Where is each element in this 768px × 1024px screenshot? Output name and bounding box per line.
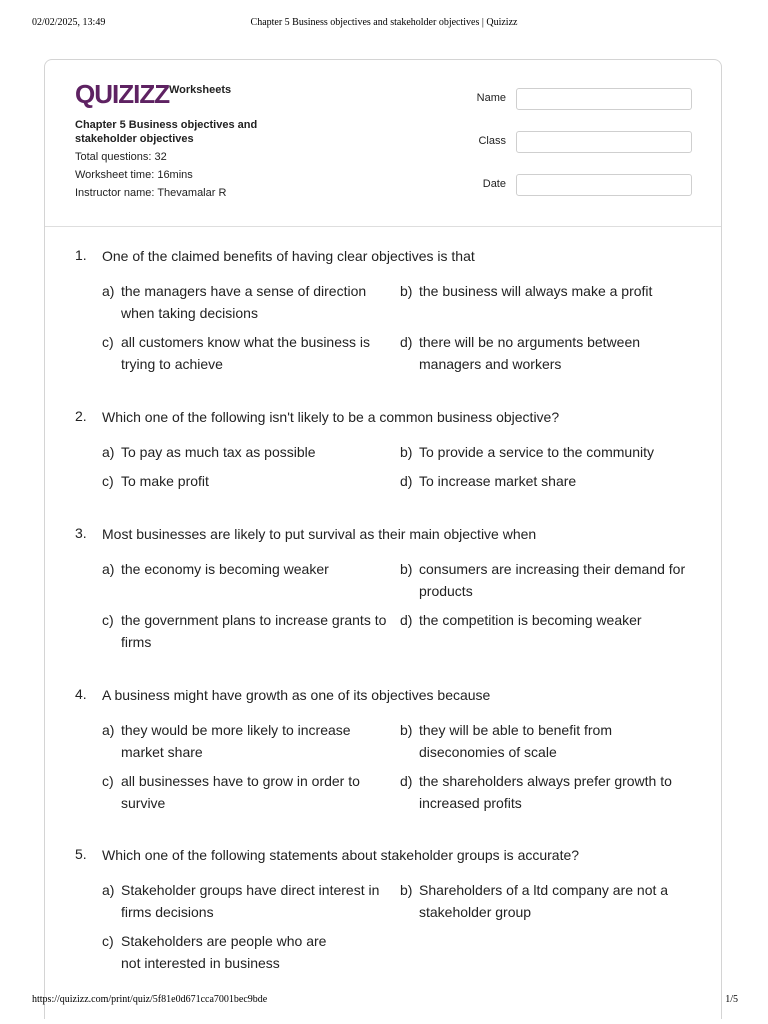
question-text: Which one of the following statements about stakeholder groups is accurate? — [102, 847, 580, 863]
print-header — [32, 17, 736, 31]
option-text: the economy is becoming weaker — [121, 561, 329, 577]
option-text: the competition is becoming weaker — [419, 612, 642, 628]
option-text: they will be able to benefit from diseconomies of scale — [419, 722, 612, 760]
name-label: Name — [476, 92, 506, 104]
option-b — [400, 719, 695, 763]
question-number: 3. — [75, 525, 87, 541]
option-text: To provide a service to the community — [419, 444, 654, 460]
option-text: consumers are increasing their demand for products — [419, 561, 686, 599]
name-field[interactable] — [516, 88, 692, 110]
option-letter: d) — [400, 473, 413, 489]
question-number: 2. — [75, 408, 87, 424]
option-letter: d) — [400, 773, 413, 789]
option-a — [102, 441, 397, 463]
print-footer — [32, 994, 738, 1008]
option-c — [102, 770, 397, 814]
option-letter: c) — [102, 334, 114, 350]
option-text: the shareholders always prefer growth to increased profits — [419, 773, 672, 811]
option-letter: a) — [102, 722, 115, 738]
option-letter: c) — [102, 933, 114, 949]
quizizz-logo: QUIZIZZ — [75, 79, 170, 109]
option-letter: d) — [400, 334, 413, 350]
option-d — [400, 331, 695, 375]
option-d — [400, 470, 695, 492]
option-letter: c) — [102, 473, 114, 489]
option-text: all customers know what the business is trying to achieve — [121, 334, 370, 372]
print-datetime: 02/02/2025, 13:49 — [32, 17, 106, 28]
option-text: To pay as much tax as possible — [121, 444, 316, 460]
instructor-name: Instructor name: Thevamalar R — [75, 187, 227, 199]
option-c — [102, 609, 397, 653]
option-c — [102, 331, 397, 375]
option-letter: b) — [400, 283, 413, 299]
question-number: 1. — [75, 247, 87, 263]
option-a — [102, 558, 397, 580]
page-number: 1/5 — [725, 994, 738, 1005]
option-c — [102, 930, 332, 974]
option-text: they would be more likely to increase market share — [121, 722, 351, 760]
option-c — [102, 470, 397, 492]
question-text: A business might have growth as one of its objectives because — [102, 687, 491, 703]
option-letter: a) — [102, 283, 115, 299]
print-title: Chapter 5 Business objectives and stakeholder objectives | Quizizz — [250, 17, 518, 28]
option-text: Shareholders of a ltd company are not a stakeholder group — [419, 882, 669, 920]
option-d — [400, 770, 695, 814]
option-text: To make profit — [121, 473, 209, 489]
class-label: Class — [478, 135, 506, 147]
question-text: Most businesses are likely to put survival as their main objective when — [102, 526, 537, 542]
option-letter: d) — [400, 612, 413, 628]
brand-subtitle: Worksheets — [169, 84, 232, 96]
worksheet-title: Chapter 5 Business objectives and stakeholder objectives — [75, 119, 258, 145]
class-field[interactable] — [516, 131, 692, 153]
option-letter: a) — [102, 882, 115, 898]
option-text: there will be no arguments between managers and workers — [419, 334, 641, 372]
total-questions: Total questions: 32 — [75, 151, 167, 163]
option-d — [400, 609, 695, 631]
worksheet-card — [44, 59, 722, 1019]
date-label: Date — [482, 178, 506, 190]
question-number: 4. — [75, 686, 87, 702]
option-letter: b) — [400, 561, 413, 577]
option-letter: b) — [400, 444, 413, 460]
question-text: Which one of the following isn't likely to be a common business objective? — [102, 409, 560, 425]
option-text: Stakeholder groups have direct interest in firms decisions — [121, 882, 380, 920]
option-text: the managers have a sense of direction when taking decisions — [121, 283, 367, 321]
option-text: all businesses have to grow in order to survive — [121, 773, 360, 811]
option-b — [400, 558, 695, 602]
option-b — [400, 441, 695, 463]
option-letter: a) — [102, 561, 115, 577]
option-text: Stakeholders are people who are not interested in business — [121, 933, 327, 971]
option-b — [400, 280, 695, 302]
question-text: One of the claimed benefits of having clear objectives is that — [102, 248, 475, 264]
worksheet-header — [45, 60, 721, 227]
option-letter: b) — [400, 722, 413, 738]
option-b — [400, 879, 695, 923]
question-number: 5. — [75, 846, 87, 862]
option-letter: c) — [102, 773, 114, 789]
option-letter: a) — [102, 444, 115, 460]
option-letter: b) — [400, 882, 413, 898]
option-letter: c) — [102, 612, 114, 628]
option-a — [102, 879, 397, 923]
option-text: To increase market share — [419, 473, 577, 489]
worksheet-time: Worksheet time: 16mins — [75, 169, 193, 181]
option-text: the government plans to increase grants to firms — [121, 612, 387, 650]
option-text: the business will always make a profit — [419, 283, 653, 299]
date-field[interactable] — [516, 174, 692, 196]
option-a — [102, 280, 397, 324]
print-url: https://quizizz.com/print/quiz/5f81e0d671cca7001bec9bde — [32, 994, 268, 1005]
option-a — [102, 719, 397, 763]
